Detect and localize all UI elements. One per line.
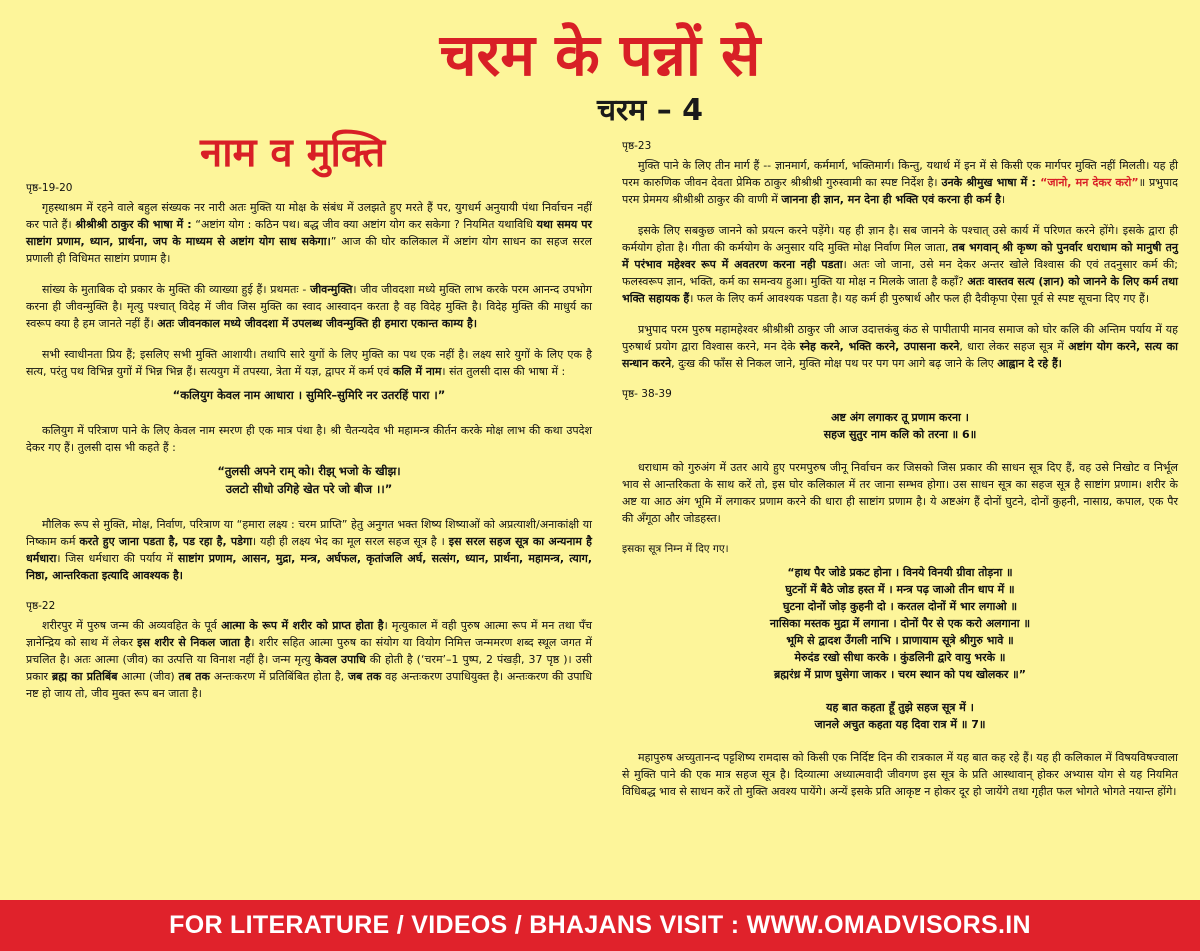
page-ref: पृष्ठ-19-20 xyxy=(26,182,73,194)
main-title: चरम के पन्नों से xyxy=(439,21,761,89)
page-ref: पृष्ठ-23 xyxy=(622,140,652,152)
paragraph: सांख्य के मुताबिक दो प्रकार के मुक्ति की व्याख्या हुई हैं। प्रथमतः - जीवन्मुक्ति। जीव जीवदशा मध्ये मुक्ति लाभ करके परम आनन्द उपभोग करना ही जीवन्मुक्ति है। मृत्यु पश्चात् विदेह में जीव जिस मुक्ति का स्वाद आस्वादन करता है वह विदेह मुक्ति है। विदेह मुक्ति की माधुर्य का स्वरूप क्या है हम जानते नहीं हैं। अतः जीवनकाल मध्ये जीवदशा में उपलब्ध जीवन्मुक्ति ही हमारा एकान्त काम्य है। xyxy=(26,283,592,330)
paragraph: धराधाम को गुरुअंग में उतर आये हुए परमपुरुष जीनू निर्वाचन कर जिसको जिस प्रकार की साधन सूत्र दिए हैं, वह उसे निखोट व निर्भूल भाव से आन्तरिकता के साथ करें तो, इस घोर कलिकाल में तर जाना सम्भव होगा। उस साधन सूत्र का सहज सूत्र है साष्टांग प्रणाम। शरीर के अष्ट या आठ अंग भूमि में लगाकर प्रणाम करने की धारा ही साष्टांग प्रणाम है। ये अष्टअंग हैं दोनों घुटने, दोनों कुहनी, नासाग्र, कपाल, एक पैर की अँगूठा और जोडहस्त। xyxy=(622,461,1178,525)
paragraph: मौलिक रूप से मुक्ति, मोक्ष, निर्वाण, परित्राण या “हमारा लक्ष्य : चरम प्राप्ति” हेतु अनुगत भक्त शिष्य शिष्याओं को अप्रत्याशी/अनाकांक्षी या निष्काम कर्म करते हुए जाना पडता है, पड रहा है, पडेगा। यही ही लक्ष्य भेद का मूल सरल सहज सूत्र है । इस सरल सहज सूत्र का अन्यनाम है धर्मधारा। जिस धर्मधारा की पर्याय में साष्टांग प्रणाम, आसन, मुद्रा, मन्त्र, अर्घफल, कृतांजलि अर्घ, सत्संग, ध्यान, प्रार्थना, महामन्त्र, त्याग, निष्ठा, आन्तरिकता इत्यादि आवश्यक है। xyxy=(26,518,593,582)
page-ref: पृष्ठ- 38-39 xyxy=(622,388,672,400)
right-column xyxy=(622,138,1178,814)
page-ref: पृष्ठ-22 xyxy=(26,600,56,612)
section-title: नाम व मुक्ति xyxy=(200,130,386,176)
verse: अष्ट अंग लगाकर तू प्रणाम करना । सहज सुतुर नाम कलि को तरना ॥ 6॥ xyxy=(823,411,977,441)
paragraph: सभी स्वाधीनता प्रिय हैं; इसलिए सभी मुक्ति आशायी। तथापि सारे युगों के लिए मुक्ति का पथ एक नहीं है। लक्ष्य सारे युगों के लिए एक है सत्य, परंतु पथ विभिन्न युगों में भिन्न भिन्न हैं। सत्ययुग में तपस्या, त्रेता में यज्ञ, द्वापर में कर्म एवं कलि में नाम। संत तुलसी दास की भाषा में : xyxy=(26,348,592,378)
verse: “हाथ पैर जोडे प्रकट होना । विनये विनयी ग्रीवा तोड़ना ॥ घुटनों में बैठे जोड हस्त में । मन्त्र पढ़ जाओ तीन धाप में ॥ घुटना दोनों जोड़ कुहनी दो । करतल दोनों में भार लगाओ ॥ नासिका मस्तक मुद्रा में लगाना । दोनों पैर से एक करो अलगाना ॥ भूमि से द्वादश उँगली नाभि । प्राणायाम सूत्रे श्रीगुरु भावे ॥ मेरुदंड रखो सीधा करके । कुंडलिनी द्वारे वायु भरके ॥ ब्रह्मरंध्र में प्राण घुसेगा जाकर । चरम स्थान को पथ खोलकर ॥” xyxy=(769,566,1031,681)
sub-title: चरम – 4 xyxy=(596,93,704,128)
verse: यह बात कहता हूँ तुझे सहज सूत्र में । जानले अचुत कहता यह दिवा रात्र में ॥ 7॥ xyxy=(814,701,986,731)
paragraph: इसका सूत्र निम्न में दिए गए। xyxy=(622,543,729,555)
left-column xyxy=(26,180,592,716)
paragraph: प्रभुपाद परम पुरुष महामहेश्वर श्रीश्रीश्री ठाकुर जी आज उदात्तकंबु कंठ से पापीतापी मानव समाज को घोर कलि की अन्तिम पर्याय में यह पुरुषार्थ प्रयोग द्वारा विश्वास करने, मन देके स्नेह करने, भक्ति करने, उपासना करने, धारा लेकर सहज सूत्र में अष्टांग योग करने, सत्य का सन्धान करने, दुःख की फाँस से निकल जाने, मुक्ति मोक्ष पथ पर पग पग आगे बढ़ जाने के लिए आह्वान दे रहे हैं। xyxy=(622,323,1178,370)
paragraph: गृहस्थाश्रम में रहने वाले बहुल संख्यक नर नारी अतः मुक्ति या मोक्ष के संबंध में उलझते हुए मरते हैं पर, युगधर्म अनुयायी पंथा निर्वाचन नहीं कर पाते हैं। श्रीश्रीश्री ठाकुर की भाषा में : “अष्टांग योग : कठिन पथ। बद्ध जीव क्या अष्टांग योग कर सकेगा ? नियमित यथाविधि यथा समय पर साष्टांग प्रणाम, ध्यान, प्रार्थना, जप के माध्यम से अष्टांग योग साध सकेगा।” आज की घोर कलिकाल में अष्टांग योग साधन का सहज सरल प्रणाली ही विधिमत साष्टांग प्रणाम है। xyxy=(26,201,593,265)
quote: “तुलसी अपने राम् को। रीझ् भजो के खीझ। उलटो सीधो उगिहे खेत परे जो बीज ।।” xyxy=(217,464,401,496)
quote: “कलियुग केवल नाम आधारा । सुमिरि–सुमिरि नर उतरहिं पारा ।” xyxy=(172,388,446,402)
paragraph: मुक्ति पाने के लिए तीन मार्ग हैं -- ज्ञानमार्ग, कर्ममार्ग, भक्तिमार्ग। किन्तु, यथार्थ में इन में से किसी एक मार्गपर मुक्ति नहीं मिलती। यह ही परम कारुणिक जीवन देवता प्रेमिक ठाकुर श्रीश्रीश्री गुरुस्वामी का स्पष्ट निर्देश है। उनके श्रीमुख भाषा में : “जानो, मन देकर करो”॥ प्रभुपाद परम प्रेममय श्रीश्रीश्री ठाकुर की वाणी में जानना ही ज्ञान, मन देना ही भक्ति एवं करना ही कर्म है। xyxy=(622,159,1178,206)
paragraph: कलियुग में परित्राण पाने के लिए केवल नाम स्मरण ही एक मात्र पंथा है। श्री चैतन्यदेव भी महामन्त्र कीर्तन करके मोक्ष लाभ की कथा उपदेश देकर गए हैं। तुलसी दास भी कहते हैं : xyxy=(26,424,592,454)
paragraph: महापुरुष अच्युतानन्द पट्टशिष्य रामदास को किसी एक निर्दिष्ट दिन की रात्रकाल में यह बात कह रहे हैं। यह ही कलिकाल में विषयविषज्वाला से मुक्ति पाने की एक मात्र सहज सूत्र है। दिव्यात्मा अध्यात्मवादी जीवगण इस सूत्र के प्रति आस्थावान् होकर अभ्यास योग से यह नियमित विधिबद्ध भाव से साधन करें तो मुक्ति अवश्य पायेंगे। अन्यें इसके प्रति आकृष्ट न होकर दूर हो जायेंगे तथा गृहीत फल भोगते भोगते नयान्त होंगे। xyxy=(622,751,1178,798)
paragraph: शरीरपुर में पुरुष जन्म की अव्यवहित के पूर्व आत्मा के रूप में शरीर को प्राप्त होता है। मृत्युकाल में वही पुरुष आत्मा रूप में मन तथा पँच ज्ञानेन्द्रिय को साथ में लेकर इस शरीर से निकल जाता है। शरीर सहित आत्मा पुरुष का संयोग या वियोग निमित्त जन्ममरण शब्द स्थूल जगत में प्रचलित है। अतः आत्मा (जीव) का उत्पत्ति या विनाश नहीं है। जन्म मृत्यु केवल उपाधि की होती है (‘चरम’–1 पुष्प, 2 पंखड़ी, 37 पृष्ठ )। उसी प्रकार ब्रह्म का प्रतिबिंब आत्मा (जीव) तब तक अन्तःकरण में प्रतिबिंबित होता है, जब तक वह अन्तःकरण उपाधियुक्त है। अन्तःकरण की उपाधि नष्ट हो जाय तो, जीव मुक्त रूप बन जाता है। xyxy=(26,619,592,700)
paragraph: इसके लिए सबकुछ जानने को प्रयत्न करने पड़ेंगे। यह ही ज्ञान है। सब जानने के पश्चात् उसे कार्य में परिणत करने होंगे। इसके द्वारा ही कर्मयोग होता है। गीता की कर्मयोग के अनुसार यदि मुक्ति मोक्ष निर्वाण मिल जाता, तब भगवान् श्री कृष्ण को पुनर्वार धराधाम को मानुषी तनु में परंभाव महेश्वर रूप में अवतरण करना नही पडता। अतः जो जाना, उसे मन देकर अन्तर खोले विश्वास की एवं तदनुसार कर्म की; फलस्वरूप ज्ञान, भक्ति, कर्म का समन्वय हुआ। मुक्ति या मोक्ष न मिलके जाता है कहाँ? अतः वास्तव सत्य (ज्ञान) को जानने के लिए कर्म तथा भक्ति सहायक हैं। फल के लिए कर्म आवश्यक पडता है। यह कर्म ही पुरुषार्थ और फल ही दैवीकृपा ऐसा पूर्व से स्पष्ट सूचना दिए गए हैं। xyxy=(622,224,1179,305)
footer-banner: FOR LITERATURE / VIDEOS / BHAJANS VISIT : WWW.OMADVISORS.IN xyxy=(0,900,1200,951)
